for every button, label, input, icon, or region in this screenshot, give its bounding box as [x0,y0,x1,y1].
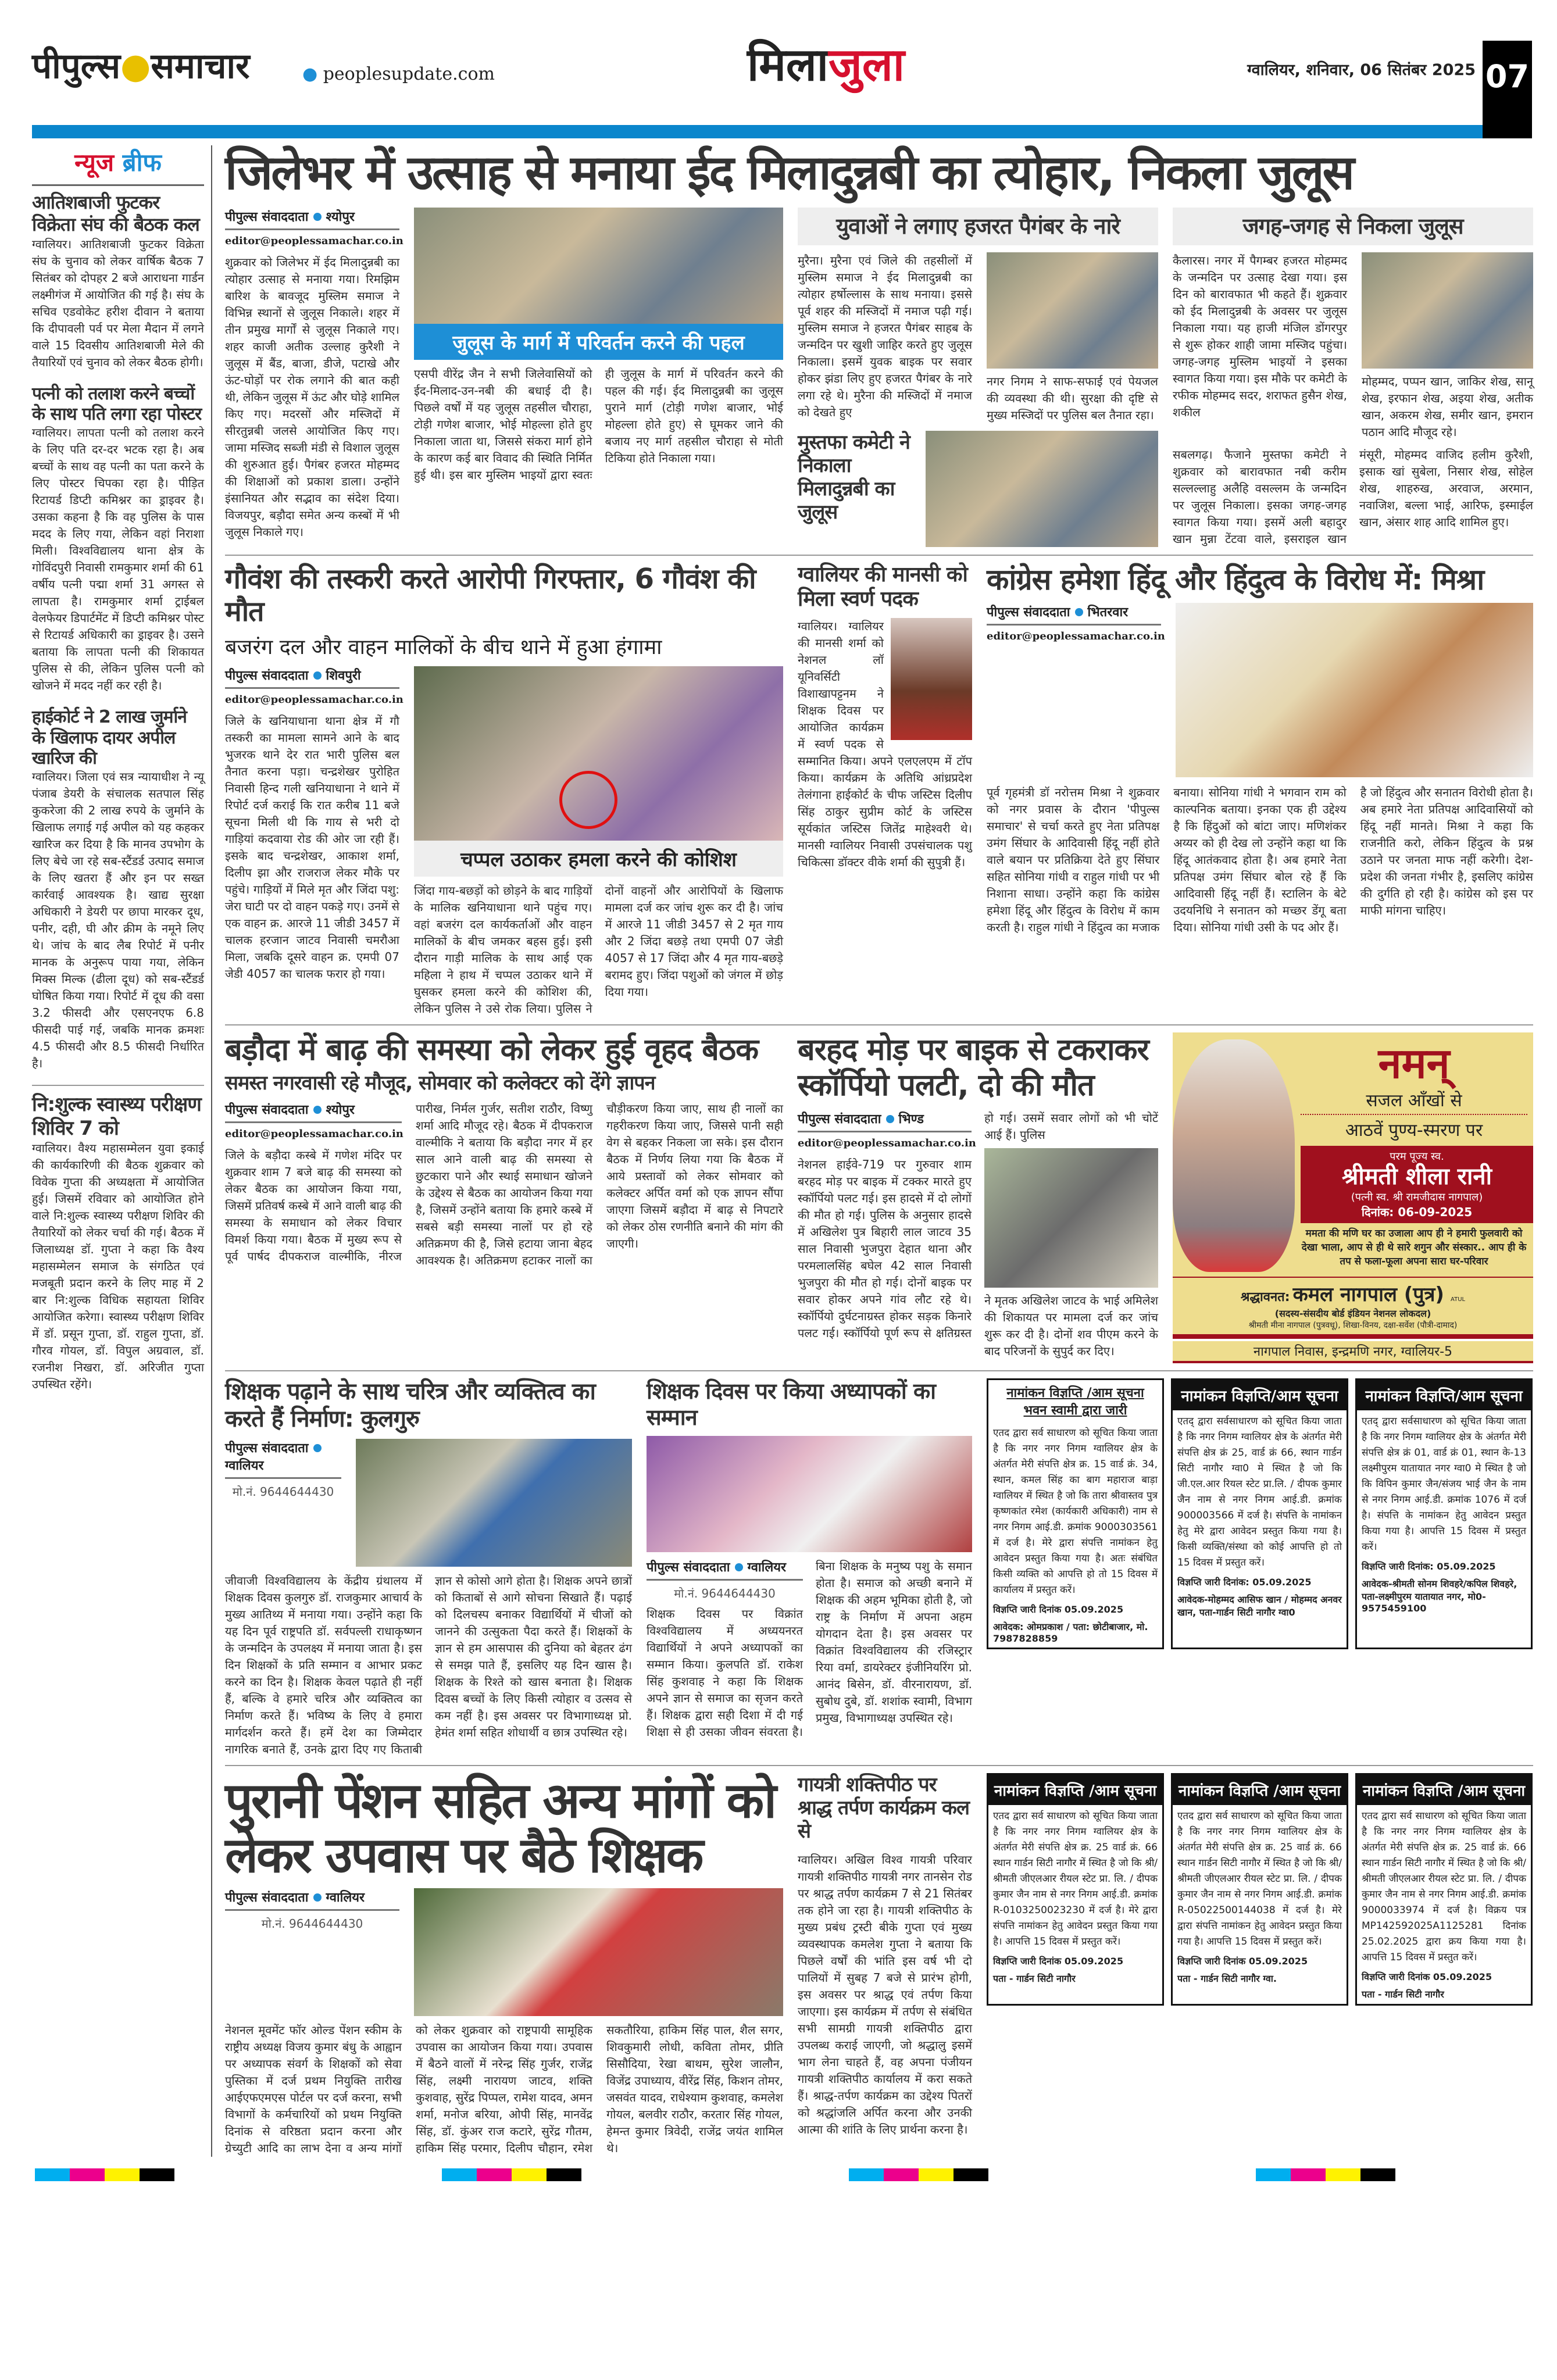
portrait-photo [891,618,972,740]
byline-reporter: पीपुल्स संवाददाता [225,668,309,683]
story-body: एसपी वीरेंद्र जैन ने सभी जिलेवासियों को ईद-मिलाद-उन-नबी की बधाई दी है। पिछले वर्षों में यह जुलूस तहसील चौराहा, टोड़ी गणेश बाजार, भोई मोहल्ला होते हुए निकाला जाता था, जिससे संकरा मार्ग होने के कारण कई बार विवाद की स्थिति निर्मित हुई थी। इस बार मुस्लिम भाइयों द्वारा स्वतः ही जुलूस के मार्ग में परिवर्तन करने की पहल की गई। ईद मिलादुन्नबी का जुलूस पुराने मार्ग (टोड़ी गणेश बाजार, भोई मोहल्ला होते हुए) से घूमकर जाने की बजाय नए मार्ग तहसील चौराहा से मोती टिकिया होते निकाला गया। [414,366,783,482]
story-headline[interactable]: बरहद मोड़ पर बाइक से टकराकर स्कॉर्पियो पलटी, दो की मौत [798,1032,1149,1103]
section-title-b: जुला [828,39,905,91]
legal-notice [1355,1773,1533,2006]
byline-place: शिवपुरी [326,668,361,683]
notice-title [988,1380,1162,1422]
byline-reporter: पीपुल्स संवाददाता [987,605,1070,620]
byline-reporter: पीपुल्स संवाददाता [647,1560,730,1575]
procession-photo [414,208,783,324]
story-body: नेशनल हाईवे-719 पर गुरुवार शाम बरहद मोड़ पर बाइक में टक्कर मारते हुए स्कॉर्पियो पलट गई। इस हादसे में दो लोगों की मौत हो गई। पुलिस के अनुसार हादसे में अखिलेश पुत्र बिहारी लाल जाटव 35 साल निवासी भुजपुरा देहात थाना और परमलालसिंह बघेल 42 साल निवासी भुजपुरा की मौत हो गई। दोनों बाइक पर सवार होकर अपने गांव लौट रहे थे। स्कॉर्पियो दुर्घटनाग्रस्त होकर सड़क किनारे पलट गई। स्कॉर्पियो पूर्ण रूप से क्षतिग्रस्त हो गई। उसमें सवार लोगों को भी चोटें आई हैं। पुलिस [798,1110,1158,1340]
procession-photo [926,431,1158,547]
relation: (पत्नी स्व. श्री रामजीदास नागपाल) [1351,1191,1483,1203]
tribute-verse: ममता की मणि घर का उजाला आप ही ने हमारी फुलवारी को देखा भाला, आप से ही थे सारे शगुन और संस्कार.. आप ही के तप से फला-फूला अपना सारा घर-परिवार [1301,1227,1527,1267]
tribute-title: नमन् [1378,1038,1450,1088]
main-content [225,145,1533,2157]
notice-title: नामांकन विज्ञप्ति /आम सूचना [1173,1775,1347,1805]
byline-place: श्योपुर [326,209,355,224]
family-names: श्रीमती मीना नागपाल (पुत्रवधू), शिखा-विनय, दक्षा-सर्वेश (पौत्री-दामाद) [1248,1320,1458,1330]
notice-subtitle: भवन स्वामी द्वारा जारी [1023,1403,1127,1418]
story-body: जीवाजी विश्वविद्यालय के केंद्रीय ग्रंथालय में शिक्षक दिवस कुलगुरु डॉ. राजकुमार आचार्य के मुख्य आतिथ्य में मनाया गया। उन्होंने कहा कि यह दिन पूर्व राष्ट्रपति डॉ. सर्वपल्ली राधाकृष्णन के जन्मदिन के उपलक्ष्य में मनाया जाता है। इस दिन शिक्षकों के प्रति सम्मान व आभार प्रकट करने का दिन है। शिक्षक केवल पढ़ाते ही नहीं हैं, बल्कि वे हमारे चरित्र और व्यक्तित्व का निर्माण करते हैं। भविष्य के लिए वे हमारा मार्गदर्शन करते हैं। हमें देश का जिम्मेदार नागरिक बनाते हैं, उनके द्वारा दिए गए किताबी ज्ञान से कोसो आगे होता है। शिक्षक अपने छात्रों को किताबों से आगे सोचना सिखाते हैं। पढ़ाई को दिलचस्प बनाकर विद्यार्थियों में चीजों को जानने की उत्सुकता पैदा करते हैं। शिक्षकों के ज्ञान से हम आसपास की दुनिया को बेहतर ढंग से समझ पाते हैं, इसलिए यह दिन खास है। शिक्षक के रिश्ते को खास बनाता है। शिक्षक दिवस बच्चों के लिए किसी त्योहार व उत्सव से कम नहीं है। इस अवसर पर विभागाध्यक्ष प्रो. हेमंत शर्मा सहित शोधार्थी व छात्र उपस्थित रहे। [225,1574,632,1757]
byline [647,1558,803,1581]
lead-headline[interactable]: जिलेभर में उत्साह से मनाया ईद मिलादुन्नबी का त्योहार, निकला जुलूस [225,145,1353,201]
brief-body: ग्वालियर। वैश्य महासम्मेलन युवा इकाई की कार्यकारिणी की बैठक शुक्रवार को विवेक गुप्ता की अध्यक्षता में आयोजित हुई। जिसमें रविवार को आयोजित होने वाले नि:शुल्क स्वास्थ्य परीक्षण शिविर की तैयारियों को लेकर चर्चा की गई। बैठक में जिलाध्यक्ष डॉ. गुप्ता ने कहा कि वैश्य महासम्मेलन समाज के संगठित एवं मजबूती प्रदान करने के लिए माह में 2 बार नि:शुल्क विधिक सहायता शिविर आयोजित करेगा। स्वास्थ्य परीक्षण शिविर में डॉ. प्रसून गुप्ता, डॉ. राहुल गुप्ता, डॉ. गौरव गोयल, डॉ. विपुल अग्रवाल, डॉ. रजनीश निखरा, डॉ. अरिजीत गुप्ता उपस्थित रहेंगे। [32,1141,204,1391]
logo-pin-icon: ● [120,46,151,87]
story-body: शिक्षक दिवस पर विक्रांत विश्वविद्यालय में अध्ययनरत विद्यार्थियों ने अपने अध्यापकों का सम्मान किया। कुलपति डॉ. राकेश सिंह कुशवाह ने कहा कि शिक्षक अपने ज्ञान से समाज का सृजन करते हैं। शिक्षक द्वारा सही दिशा में दी गई शिक्षा से ही उसका जीवन संवरता है। बिना शिक्षक के मनुष्य पशु के समान होता है। समाज को अच्छी बनाने में शिक्षक की अहम भूमिका होती है, जो राष्ट्र के निर्माण में अपना अहम योगदान देता है। इस अवसर पर विक्रांत विश्वविद्यालय की रजिस्ट्रार रिया वर्मा, डायरेक्टर इंजीनियरिंग प्रो. आनंद बिसेन, डॉ. वीरनारायण, डॉ. सुबोध दुबे, डॉ. शशांक स्वामी, विभाग प्रमुख, विभागाध्यक्ष उपस्थित रहे। [647,1559,972,1739]
story-body: पूर्व गृहमंत्री डॉ नरोत्तम मिश्रा ने शुक्रवार को नगर प्रवास के दौरान 'पीपुल्स समाचार' से चर्चा करते हुए नेता प्रतिपक्ष उमंग सिंघार के आदिवासी हिंदू नहीं होते वाले बयान पर प्रतिक्रिया देते हुए सिंघार सहित सोनिया गांधी व राहुल गांधी पर भी निशाना साधा। उन्होंने कहा कि कांग्रेस हमेशा हिंदू और हिंदुत्व के विरोध में काम करती है। राहुल गांधी ने हिंदुत्व का मजाक बनाया। सोनिया गांधी ने भगवान राम को काल्पनिक बताया। इनका एक ही उद्देश्य है कि हिंदुओं को बांटा जाए। मणिशंकर अय्यर को ही देख लो उन्होंने कहा था कि हिंदू आतंकवाद होता है। अब हमारे नेता प्रतिपक्ष उमंग सिंघार बोल रहे हैं कि आदिवासी हिंदू नहीं हैं। स्टालिन के बेटे उदयनिधि ने सनातन को मच्छर डेंगू बता दिया। सोनिया गांधी उसी के पद ओर हैं। [987,785,1347,934]
byline-place: भिण्ड [898,1112,924,1127]
story-body: शुक्रवार को जिलेभर में ईद मिलादुन्नबी का त्योहार उत्साह से मनाया गया। रिमझिम बारिश के बावजूद मुस्लिम समाज ने विभिन्न स्थानों से जुलूस निकाले। शहर में तीन प्रमुख मार्गों से जुलूस निकाले गए। शहर काजी अतीक उल्लाह कुरैशी ने जुलूस में बैंड, बाजा, डीजे, पटाखे और ऊंट-घोड़ों पर रोक लगाने की बात कही थी, लेकिन जुलूस में ऊंट और घोड़े शामिल किए गए। मदरसों और मस्जिदों में सीरतुन्नबी जलसे आयोजित किए गए। जामा मस्जिद सब्जी मंडी से विशाल जुलूस की शुरुआत हुई। पैगंबर हजरत मोहम्मद की शिक्षाओं को प्रकाश डाला। उन्होंने इंसानियत और सद्भाव का संदेश दिया। विजयपुर, बड़ौदा समेत अन्य कस्बों में भी जुलूस निकाले गए। [225,255,399,539]
phone-number: मो.नं. 9644644430 [261,1917,363,1931]
brief-item [32,707,204,1072]
byline-reporter: पीपुल्स संवाददाता [798,1112,881,1127]
notice-title-text: नामांकन विज्ञप्ति /आम सूचना [1006,1385,1144,1400]
photo-caption-banner: चप्पल उठाकर हमला करने की कोशिश [414,841,783,877]
byline-reporter: पीपुल्स संवाददाता [225,1891,309,1906]
accident-photo [984,1148,1158,1288]
byline [225,1888,399,1911]
police-station-photo [414,666,783,841]
phone-number: मो.नं. 9644644430 [674,1586,776,1601]
notice-signature: पता - गार्डन सिटी नागौर [1362,1989,1444,2000]
procession-photo [987,252,1158,369]
notice-body: एतद द्वारा सर्व साधारण को सूचित किया जाता है कि नगर नगर निगम ग्वालियर क्षेत्र के अंतर्गत मेरी संपत्ति क्षेत्र क्र. 15 वार्ड क्रं. 34, स्थान, कमल सिंह का बाग महाराज बाड़ा ग्वालियर में स्थित है जो कि तारा श्रीवास्तव पुत्र कृष्णकांत रमेश (कार्यकारी अधिकारी) नाम से नगर निगम आई.डी. क्रमांक 9000303561 में दर्ज है। मेरे द्वारा संपत्ति नामांकन हेतु आवेदन प्रस्तुत किया गया है। अतः संबंधित किसी व्यक्ति को आपत्ति हो तो 15 दिवस में कार्यालय में प्रस्तुत करें। [993,1427,1158,1596]
notice-footer: विज्ञप्ति जारी दिनांक 05.09.2025 [993,1603,1124,1615]
bullet-icon [313,1444,322,1452]
tribute-line: सजल आँखों से [1366,1090,1462,1111]
brief-item [32,192,204,371]
byline-place: ग्वालियर [326,1891,365,1906]
notice-signature: पता - गार्डन सिटी नागौर ग्वा. [1177,1973,1277,1985]
story-kulguru [225,1378,632,1758]
teachers-protest-photo [414,1888,783,2016]
story-headline[interactable]: गायत्री शक्तिपीठ पर श्राद्ध तर्पण कार्यक्रम कल से [798,1773,970,1843]
notice-body: एतद् द्वारा सर्वसाधारण को सूचित किया जाता है कि नगर निगम ग्वालियर क्षेत्र के अंतर्गत मेरी संपत्ति क्षेत्र क्रं 01, वार्ड क्रं 01, स्थान के-13 लक्ष्मीपुरम यातायात नगर ग्वा0 मे स्थित है जो कि विपिन कुमार जैन/संजय भाई जैन के नाम से नगर निगम आई.डी. क्रमांक 1076 में दर्ज है। संपत्ति के नामांकन हेतु आवेदन प्रस्तुत किया गया है। आपत्ति 15 दिवस में प्रस्तुत करें। [1362,1415,1526,1553]
brief-body: ग्वालियर। आतिशबाजी फुटकर विक्रेता संघ के चुनाव को लेकर वार्षिक बैठक 7 सितंबर को दोपहर 2 बजे आराधना गार्डन लक्ष्मीगंज में आयोजित की गई है। संघ के सचिव एडवोकेट हरीश दीवान ने बताया कि दीपावली पर्व पर मेला मैदान में लगने वाले 15 दिवसीय आतिशबाजी मेले की तैयारियों एवं चुनाव को लेकर बैठक होगी। [32,237,204,369]
globe-icon: ● [302,64,323,84]
notice-footer: विज्ञप्ति जारी दिनांक 05.09.2025 [1362,1971,1492,1983]
byline [225,208,399,230]
notice-body: एतद द्वारा सर्व साधारण को सूचित किया जाता है कि नगर नगर निगम ग्वालियर क्षेत्र के अंतर्गत मेरी संपत्ति क्षेत्र क्र. 25 वार्ड क्रं. 66 स्थान गार्डन सिटी नागौर में स्थित है जो कि श्री/श्रीमती जीएलआर रीयल स्टेट प्रा. लि. / दीपक कुमार जैन नाम से नगर निगम आई.डी. क्रमांक 9000033974 में दर्ज है। विक्रय पत्र MP142592025A1125281 दिनांक 25.02.2025 द्वारा क्रय किया गया है। आपत्ति 15 दिवस में प्रस्तुत करें। [1362,1810,1526,1964]
legal-notice [1171,1378,1348,1649]
news-brief-column [32,145,212,2157]
story-badauda [225,1032,783,1269]
email: editor@peoplessamachar.co.in [798,1137,976,1149]
bullet-icon [735,1563,743,1571]
story-body: ग्वालियर। अखिल विश्व गायत्री परिवार गायत्री शक्तिपीठ गायत्री नगर तानसेन रोड पर श्राद्ध तर्पण कार्यक्रम 7 से 21 सितंबर तक होने जा रहा है। गायत्री शक्तिपीठ के मुख्य प्रबंध ट्रस्टी बीके गुप्ता एवं मुख्य व्यवस्थापक कमलेश गुप्ता ने बताया कि पिछले वर्षों की भांति इस वर्ष भी दो पालियों में सुबह 7 बजे से प्रारंभ होगी, इस अवसर पर श्राद्ध एवं तर्पण किया जाएगा। इस कार्यक्रम में तर्पण से संबंधित सभी सामग्री गायत्री शक्तिपीठ द्वारा उपलब्ध कराई जाएगी, जो श्रद्धालु इसमें भाग लेना चाहते हैं, वह अपना पंजीयन गायत्री शक्तिपीठ कार्यालय में करा सकते हैं। श्राद्ध-तर्पण कार्यक्रम का उद्देश्य पितरों को श्रद्धांजलि अर्पित करना और उनकी आत्मा की शांति के लिए प्रार्थना करना है। [798,1852,972,2136]
ad-artist-credit: ATUL [1451,1296,1466,1303]
brief-label-a: न्यूज [74,148,115,177]
notice-title: नामांकन विज्ञप्ति /आम सूचना [988,1775,1162,1805]
story-headline[interactable]: बड़ौदा में बाढ़ की समस्या को लेकर हुई वृहद बैठक [225,1032,759,1067]
story-body: कैलारस। नगर में पैगम्बर हजरत मोहम्मद के जन्मदिन पर उत्साह देखा गया। इस दिन को बारावफात भी कहते हैं। शुक्रवार को ईद मिलादुन्नबी के अवसर पर जुलूस निकाला गया। यह हाजी मंजिल डोंगरपुर से शुरू होकर शाही जामा मस्जिद पहुंचा। जगह-जगह मुस्लिम भाइयों ने इसका स्वागत किया गया। इस मौके पर कमेटी के रफीक मोहम्मद सदर, शराफत हुसैन शेख, शकील [1173,253,1347,419]
tribute-name-band [1301,1146,1533,1223]
notice-title: नामांकन विज्ञप्ति/आम सूचना [1357,1380,1531,1410]
story-body: ने मृतक अखिलेश जाटव के भाई अमिलेश की शिकायत पर मामला दर्ज कर जांच शुरू कर दी है। दोनों शव पीएम करने के बाद परिजनों के सुपुर्द कर दिए। [984,1293,1158,1358]
story-gauvansh [225,563,783,1017]
legal-notices-group [987,1378,1533,1649]
notice-footer: विज्ञप्ति जारी दिनांक 05.09.2025 [993,1956,1124,1967]
bullet-icon [313,671,322,680]
brief-item [32,384,204,695]
legal-notice [987,1773,1164,2006]
tribute-ad [1173,1032,1533,1363]
story-body: है जो हिंदुत्व और सनातन विरोधी होता है। अब हमारे नेता प्रतिपक्ष आदिवासियों को हिंदू नहीं मानते। मिश्रा ने कहा कि राजनीति करो, लेकिन हिंदुत्व के प्रश्न उठाने पर जनता माफ नहीं करेगी। देश-प्रदेश की जनता गंभीर है, इसलिए कांग्रेस की दुर्गति हो रही है। कांग्रेस को इस पर माफी मांगना चाहिए। [1360,785,1533,917]
byline-reporter: पीपुल्स संवाददाता [225,209,309,224]
bullet-icon [313,1106,322,1114]
notice-signature: पता - गार्डन सिटी नागौर [993,1973,1076,1985]
notice-signature: आवेदक-मोहम्मद आसिफ खान / मोहम्मद अनवर खान, पता-गार्डन सिटी नागौर ग्वा0 [1177,1593,1342,1618]
bullet-icon [1075,608,1083,616]
dateline: ग्वालियर, शनिवार, 06 सितंबर 2025 [1247,61,1476,79]
byline [225,1100,402,1123]
email: editor@peoplessamachar.co.in [225,1128,403,1141]
story-barhad [798,1032,1158,1360]
procession-photo [1362,252,1533,369]
notice-footer: विज्ञप्ति जारी दिनांक: 05.09.2025 [1362,1560,1496,1572]
teachers-day-photo [647,1436,972,1552]
byline-place: ग्वालियर [747,1560,786,1575]
brief-title: हाईकोर्ट ने 2 लाख जुर्माने के खिलाफ दायर अपील खारिज की [32,707,187,769]
newspaper-logo[interactable] [32,41,250,88]
byline-place: ग्वालियर [225,1459,264,1474]
legal-notice [987,1378,1164,1649]
byline [225,1439,341,1479]
notice-footer: विज्ञप्ति जारी दिनांक: 05.09.2025 [1177,1576,1312,1588]
byline [225,666,399,689]
story-headline[interactable]: कांग्रेस हमेशा हिंदू और हिंदुत्व के विरोध में: मिश्रा [987,562,1484,596]
phone-number: मो.नं. 9644644430 [232,1485,334,1499]
story-headline[interactable]: गौवंश की तस्करी करते आरोपी गिरफ्तार, 6 गौवंश की मौत [225,562,756,628]
story-congress [987,563,1533,936]
brief-title: पत्नी को तलाश करने बच्चों के साथ पति लगा रहा पोस्टर [32,383,202,424]
byline [798,1110,972,1132]
highlight-circle [559,771,617,829]
byline-place: श्योपुर [326,1103,355,1118]
story-body: जिले के बड़ौदा कस्बे में गणेश मंदिर पर शुक्रवार शाम 7 बजे बाढ़ की समस्या को लेकर बैठक का आयोजन किया गया, जिसमें प्रतिवर्ष कस्बे में आने वाली बाढ़ की समस्या के समाधान को लेकर विचार विमर्श किया गया। बैठक में मुख्य रूप से पूर्व पार्षद दीपकराज वाल्मीकि, नीरज पारीख, निर्मल गुर्जर, सतीश राठौर, विष्णु शर्मा आदि मौजूद रहे। बैठक में दीपकराज वाल्मीकि ने बताया कि बड़ौदा नगर में हर साल आने वाली बाढ़ की समस्या से छुटकारा पाने और स्थाई समाधान खोजने के उद्देश्य से बैठक का आयोजन किया गया है, जिसमें उन्होंने बताया कि हमारे कस्बे में सबसे बड़ी समस्या नालों पर हो रहे अतिक्रमण की है, जिसे हटाया जाना बेहद आवश्यक है। अतिक्रमण हटाकर नालों का चौड़ीकरण किया जाए, साथ ही नालों का गहरीकरण किया जाए, जिससे पानी सही वेग से बहकर निकला जा सके। इस दौरान बैठक में निर्णय लिया गया कि बैठक में आये प्रस्तावों को लेकर सोमवार को कलेक्टर अर्पित वर्मा को एक ज्ञापन सौंपा जाएगा जिसमें बड़ौदा में बाढ़ से निपटारे को लेकर ठोस रणनीति बनाने की मांग की जाएगी। [225,1102,783,1268]
story-pension [225,1773,783,2157]
logo-text-right: समाचार [151,46,250,87]
signatory-label: श्रद्धावनत: [1240,1289,1290,1305]
subheadline: बजरंग दल और वाहन मालिकों के बीच थाने में हुआ हंगामा [225,635,662,659]
story-body: मोहम्मद, पप्पन खान, जाकिर शेख, सानू शेख, इरफान शेख, अइया शेख, अतीक खान, अकरम शेख, समीर खान, इमरान पठान आदि मौजूद रहे। [1362,374,1533,439]
lead-story [225,208,783,541]
legal-notice [1171,1773,1348,2006]
bullet-icon [313,213,322,221]
notice-title: नामांकन विज्ञप्ति /आम सूचना [1357,1775,1531,1805]
story-headline[interactable]: पुरानी पेंशन सहित अन्य मांगों को लेकर उपवास पर बैठे शिक्षक [225,1772,775,1884]
politician-photo [1176,603,1533,777]
notice-footer: विज्ञप्ति जारी दिनांक 05.09.2025 [1177,1956,1308,1967]
brief-title: आतिशबाजी फुटकर विक्रेता संघ की बैठक कल [32,191,199,235]
notice-signature: आवेदक: ओमप्रकाश / पता: छोटीबाजार, मो. 7987828859 [993,1621,1148,1644]
tribute-line: आठवें पुण्य-स्मरण पर [1301,1114,1527,1141]
website-text: peoplesupdate.com [323,64,495,84]
bullet-icon [313,1893,322,1902]
masthead-blue-bar [32,125,1483,138]
byline-reporter: पीपुल्स संवाददाता [225,1441,309,1456]
brief-title: नि:शुल्क स्वास्थ्य परीक्षण शिविर 7 को [32,1093,201,1140]
story-headline[interactable]: ग्वालियर की मानसी को मिला स्वर्ण पदक [798,562,967,612]
tribute-date: दिनांक: 06-09-2025 [1361,1205,1473,1219]
story-body: मुरैना। मुरैना एवं जिले की तहसीलों में मुस्लिम समाज ने ईद मिलादुन्नबी का त्योहार हर्षोल्लास के साथ मनाया। इससे पूर्व शहर की मस्जिदों में नमाज पढ़ी गई। मुस्लिम समाज ने हजरत पैगंबर साहब के जन्मदिन पर खुशी जाहिर करते हुए जुलूस निकाला। इसमें युवक बाइक पर सवार होकर झंडा लिए हुए हजरत पैगंबर के नारे लगा रहे थे। मुरैना की मस्जिदों में नमाज को देखते हुए [798,253,972,419]
story-body: नगर निगम ने साफ-सफाई एवं पेयजल की व्यवस्था की थी। सुरक्षा की दृष्टि से मुख्य मस्जिदों पर पुलिस बल तैनात रहा। [987,374,1158,422]
logo-text-left: पीपुल्स [32,46,121,87]
email: editor@peoplessamachar.co.in [225,693,403,706]
story-body: सबलगढ़। फैजाने मुस्तफा कमेटी ने शुक्रवार को बारावफात नबी करीम सल्लल्लाहु अलैहि वसल्लम के जन्मदिन पर जुलूस निकाला। इसका जगह-जगह स्वागत किया गया। इसमें अली बहादुर खान मुन्ना टेंटवा वाले, इसराइल खान मंसूरी, मोहम्मद वाजिद हलीम कुरैशी, इसाक खां सुबेला, निसार शेख, सोहेल शेख, शाहरुख, अरवाज, अरमान, नवाजिश, बल्ला भाई, आरिफ, इस्माईल खान, अंसार शाह आदि शामिल हुए। [1173,447,1533,546]
masthead [0,0,1557,145]
story-yuva [798,208,1158,547]
notice-signature: आवेदक-श्रीमती सोनम शिवहरे/कपिल शिवहरे, पता-लक्ष्मीपुरम यातायात नगर, मो0-9575459100 [1362,1578,1517,1614]
email: editor@peoplessamachar.co.in [225,234,403,247]
byline-reporter: पीपुल्स संवाददाता [225,1103,309,1118]
subheadline: समस्त नगरवासी रहे मौजूद, सोमवार को कलेक्टर को देंगे ज्ञापन [225,1071,655,1095]
elderly-woman-portrait [1173,1039,1295,1272]
story-headline[interactable]: युवाओं ने लगाए हजरत पैगंबर के नारे [798,208,1158,245]
brief-item [32,1085,204,1392]
section-title [747,32,905,94]
brief-body: ग्वालियर। लापता पत्नी को तलाश करने के लिए पति दर-दर भटक रहा है। अब बच्चों के साथ वह पत्नी का पता करने के लिए पोस्टर चिपका रहा है। पीड़ित रिटायर्ड डिप्टी कमिश्नर का ड्राइवर है। उसका कहना है कि वह पुलिस के पास मदद के लिए गया, लेकिन वहां निराशा मिली। विश्वविद्यालय थाना क्षेत्र के गोविंदपुरी निवासी रामकुमार शर्मा की 61 वर्षीय पत्नी पद्मा शर्मा 31 अगस्त से लापता है। रामकुमार शर्मा ट्राईबल वेलफेयर डिपार्टमेंट में डिप्टी कमिश्नर पोस्ट से रिटायर्ड अधिकारी का ड्राइवर है। उसने बताया कि लापता पत्नी की शिकायत पुलिस से की, लेकिन पुलिस पत्नी को खोजने में मदद नहीं कर रही है। [32,426,204,693]
notice-body: एतद् द्वारा सर्वसाधारण को सूचित किया जाता है कि नगर निगम ग्वालियर क्षेत्र के अंतर्गत मेरी संपत्ति क्षेत्र क्रं 25, वार्ड क्रं 66, स्थान गार्डन सिटी नागौर ग्वा0 मे स्थित है जो कि जी.एल.आर रियल स्टेट प्रा.लि. / दीपक कुमार जैन नाम से नगर निगम आई.डी. क्रमांक 900003566 में दर्ज है। संपत्ति के नामांकन हेतु मेरे द्वारा आवेदन प्रस्तुत किया गया है। किसी व्यक्ति/संस्था को कोई आपत्ति हो तो 15 दिवस में प्रस्तुत करें। [1177,1415,1342,1568]
bullet-icon [886,1115,894,1123]
story-gayatri [798,1773,972,2138]
story-body: जिंदा गाय-बछड़ों को छोड़ने के बाद गाड़ियों के मालिक खनियाधाना थाने पहुंच गए। वहां बजरंग दल कार्यकर्ताओं और वाहन मालिकों के बीच जमकर बहस हुई। इसी दौरान गाड़ी मालिक के साथ आई एक महिला ने हाथ में चप्पल उठाकर थाने में घुसकर हमला करने की कोशिश की, लेकिन पुलिस ने उसे रोक लिया। पुलिस ने दोनों वाहनों और आरोपियों के खिलाफ मामला दर्ज कर जांच शुरू कर दी है। जांच में आरजे 11 जीडी 3457 से 2 मृत गाय और 2 जिंदा बछड़े तथा एमपी 07 जेडी 4057 से 17 जिंदा और 4 मृत गाय-बछड़े बरामद हुए। जिंदा पशुओं को जंगल में छोड़ दिया गया। [414,883,783,1016]
page-number: 07 [1483,41,1532,138]
story-body: जिले के खनियाधाना थाना क्षेत्र में गौ तस्करी का मामला सामने आने के बाद भुजरक थाने देर रात भारी पुलिस बल तैनात करना पड़ा। चन्द्रशेखर पुरोहित निवासी हिन्द गली खनियाधाना ने थाने में रिपोर्ट दर्ज कराई कि रात करीब 11 बजे सूचना मिली थी कि गाय से भरी दो गाड़ियां कदवाया रोड की ओर जा रही हैं। इसके बाद चन्द्रशेखर, आकाश शर्मा, दिलीप झा और राजराज लेकर मौके पर पहुंचे। गाड़ियों में मिले मृत और जिंदा पशु: जेरा घाटी पर दो वाहन पकड़े गए। उनमें से एक वाहन क्र. आरजे 11 जीडी 3457 में चालक हरजान जाटव निवासी चमरौआ मिला, जबकि दूसरे वाहन क्र. एमपी 07 जेडी 4057 का चालक फरार हो गया। [225,713,399,981]
news-brief-label [32,145,204,186]
tribute-signatory [1173,1277,1533,1307]
legal-notices-group [987,1773,1533,2006]
website-link[interactable] [302,64,495,84]
byline [987,603,1161,626]
brief-body: ग्वालियर। जिला एवं सत्र न्यायाधीश ने न्यू पंजाब डेयरी के संचालक सतपाल सिंह कुकरेजा की 2 लाख रुपये के जुर्माने के खिलाफ लगाई गई अपील को यह कहकर खारिज कर दिया है कि मानव उपभोग के लिए बेचे जा रहे सब-स्टैंडर्ड उत्पाद समाज के लिए खतरा हैं और इन पर सख्त कार्रवाई आवश्यक है। खाद्य सुरक्षा अधिकारी ने डेयरी पर छापा मारकर दूध, पनीर, दही, घी और क्रीम के नमूने लिए थे। जांच के बाद लैब रिपोर्ट में पनीर मानक के अनुरूप पाया गया, लेकिन मिक्स मिल्क (ढीला दूध) को सब-स्टैंडर्ड घोषित किया गया। रिपोर्ट में दूध की वसा 3.2 फीसदी और एसएनएफ 6.8 फीसदी पाई गई, जबकि मानक क्रमशः 4.5 फीसदी और 8.5 फीसदी निर्धारित है। [32,770,204,1071]
byline-place: भितरवार [1087,605,1129,620]
story-headline[interactable]: शिक्षक पढ़ाने के साथ चरित्र और व्यक्तित्व का करते हैं निर्माण: कुलगुरु [225,1378,595,1433]
notice-title: नामांकन विज्ञप्ति/आम सूचना [1173,1380,1347,1410]
tribute-address: नागपाल निवास, इन्द्रमणि नगर, ग्वालियर-5 [1173,1341,1533,1363]
brief-label-b: ब्रीफ [122,148,162,177]
story-body: ग्वालियर। ग्वालियर की मानसी शर्मा को नेशनल लॉ यूनिवर्सिटी विशाखापट्टनम ने शिक्षक दिवस पर आयोजित कार्यक्रम में स्वर्ण पदक से सम्मानित किया। अपने एलएलएम में टॉप किया। कार्यक्रम के अतिथि आंध्रप्रदेश तेलंगाना हाईकोर्ट के चीफ जस्टिस दिलीप सिंह ठाकुर सुप्रीम कोर्ट के जस्टिस सूर्यकांत जस्टिस जितेंद्र माहेश्वरी थे। मानसी ग्वालियर निवासी उपसंचालक पशु चिकित्सा डॉक्टर वीके शर्मा की सुपुत्री हैं। [798,619,972,869]
signatory-name: कमल नागपाल (पुत्र) [1292,1282,1444,1306]
story-shikshakdivas [647,1378,972,1741]
story-headline[interactable]: शिक्षक दिवस पर किया अध्यापकों का सम्मान [647,1378,935,1430]
story-body: नेशनल मूवमेंट फॉर ओल्ड पेंशन स्कीम के राष्ट्रीय अध्यक्ष विजय कुमार बंधु के आह्वान पर अध्यापक संवर्ग के शिक्षकों को सेवा पुस्तिका में दर्ज प्रथम नियुक्ति तारीख आईएफएमएस पोर्टल पर दर्ज करना, सभी विभागों के कर्मचारियों को प्रथम नियुक्ति दिनांक से वरिष्ठता प्रदान करना और ग्रेच्युटी आदि का लाभ देना व अन्य मांगों को लेकर शुक्रवार को राष्ट्रपायी सामूहिक उपवास का आयोजन किया गया। उपवास में बैठने वालों में नरेन्द्र सिंह गुर्जर, राजेंद्र सिंह, लक्ष्मी नारायण जाटव, शक्ति कुशवाह, सुरेंद्र पिप्पल, रामेश यादव, अमन शर्मा, मनोज बरिया, ओपी सिंह, मानवेंद्र सिंह, डॉ. कुंअर राज कटारे, सुरेंद्र गौतम, हाकिम सिंह परमार, दिलीप चौहान, रमेश सकतौरिया, हाकिम सिंह पाल, शैल सगर, शिवकुमारी लोधी, कविता तोमर, प्रीति सिसौदिया, रेखा बाथम, सुरेश जालौन, विजेंद्र उपाध्याय, वीरेंद्र सिंह, किशन तोमर, जसवंत यादव, राधेश्याम कुशवाह, कमलेश गोयल, बलवीर राठौर, करतार सिंह गोयल, हेमन्त कुमार त्रिवेदी, राजेंद्र जयंत शामिल थे। [225,2023,783,2156]
story-mansi [798,563,972,871]
notice-body: एतद द्वारा सर्व साधारण को सूचित किया जाता है कि नगर नगर निगम ग्वालियर क्षेत्र के अंतर्गत मेरी संपत्ति क्षेत्र क्र. 25 वार्ड क्रं. 66 स्थान गार्डन सिटी नागौर में स्थित है जो कि श्री/श्रीमती जीएलआर रीयल स्टेट प्रा. लि. / दीपक कुमार जैन नाम से नगर निगम आई.डी. क्रमांक R-05022500144038 में दर्ज है। मेरे द्वारा संपत्ति नामांकन हेतु आवेदन प्रस्तुत किया गया है। आपत्ति 15 दिवस में प्रस्तुत करें। [1177,1810,1342,1948]
name-prefix: परम पूज्य स्व. [1390,1150,1444,1163]
subheadline[interactable]: मुस्तफा कमेटी ने निकाला मिलादुन्नबी का जुलूस [798,430,910,524]
notice-body: एतद द्वारा सर्व साधारण को सूचित किया जाता है कि नगर नगर निगम ग्वालियर क्षेत्र के अंतर्गत मेरी संपत्ति क्षेत्र क्र. 25 वार्ड क्रं. 66 स्थान गार्डन सिटी नागौर में स्थित है जो कि श्री/श्रीमती जीएलआर रीयल स्टेट प्रा. लि. / दीपक कुमार जैन नाम से नगर निगम आई.डी. क्रमांक R-0103250023230 में दर्ज है। मेरे द्वारा संपत्ति नामांकन हेतु आवेदन प्रस्तुत किया गया है। आपत्ति 15 दिवस में प्रस्तुत करें। [993,1810,1158,1948]
email: editor@peoplessamachar.co.in [987,630,1165,642]
deceased-name: श्रीमती शीला रानी [1342,1163,1492,1190]
photo-caption-banner: जुलूस के मार्ग में परिवर्तन करने की पहल [414,324,783,360]
legal-notice [1355,1378,1533,1649]
section-title-a: मिला [747,39,829,91]
story-jagah [1173,208,1533,548]
story-headline[interactable]: जगह-जगह से निकला जुलूस [1173,208,1533,245]
signatory-role: (सदस्य-संसदीय बोर्ड इंडियन नेशनल लोकदल) [1274,1307,1431,1319]
library-statue-photo [356,1439,632,1567]
print-color-bar [35,2168,1523,2181]
